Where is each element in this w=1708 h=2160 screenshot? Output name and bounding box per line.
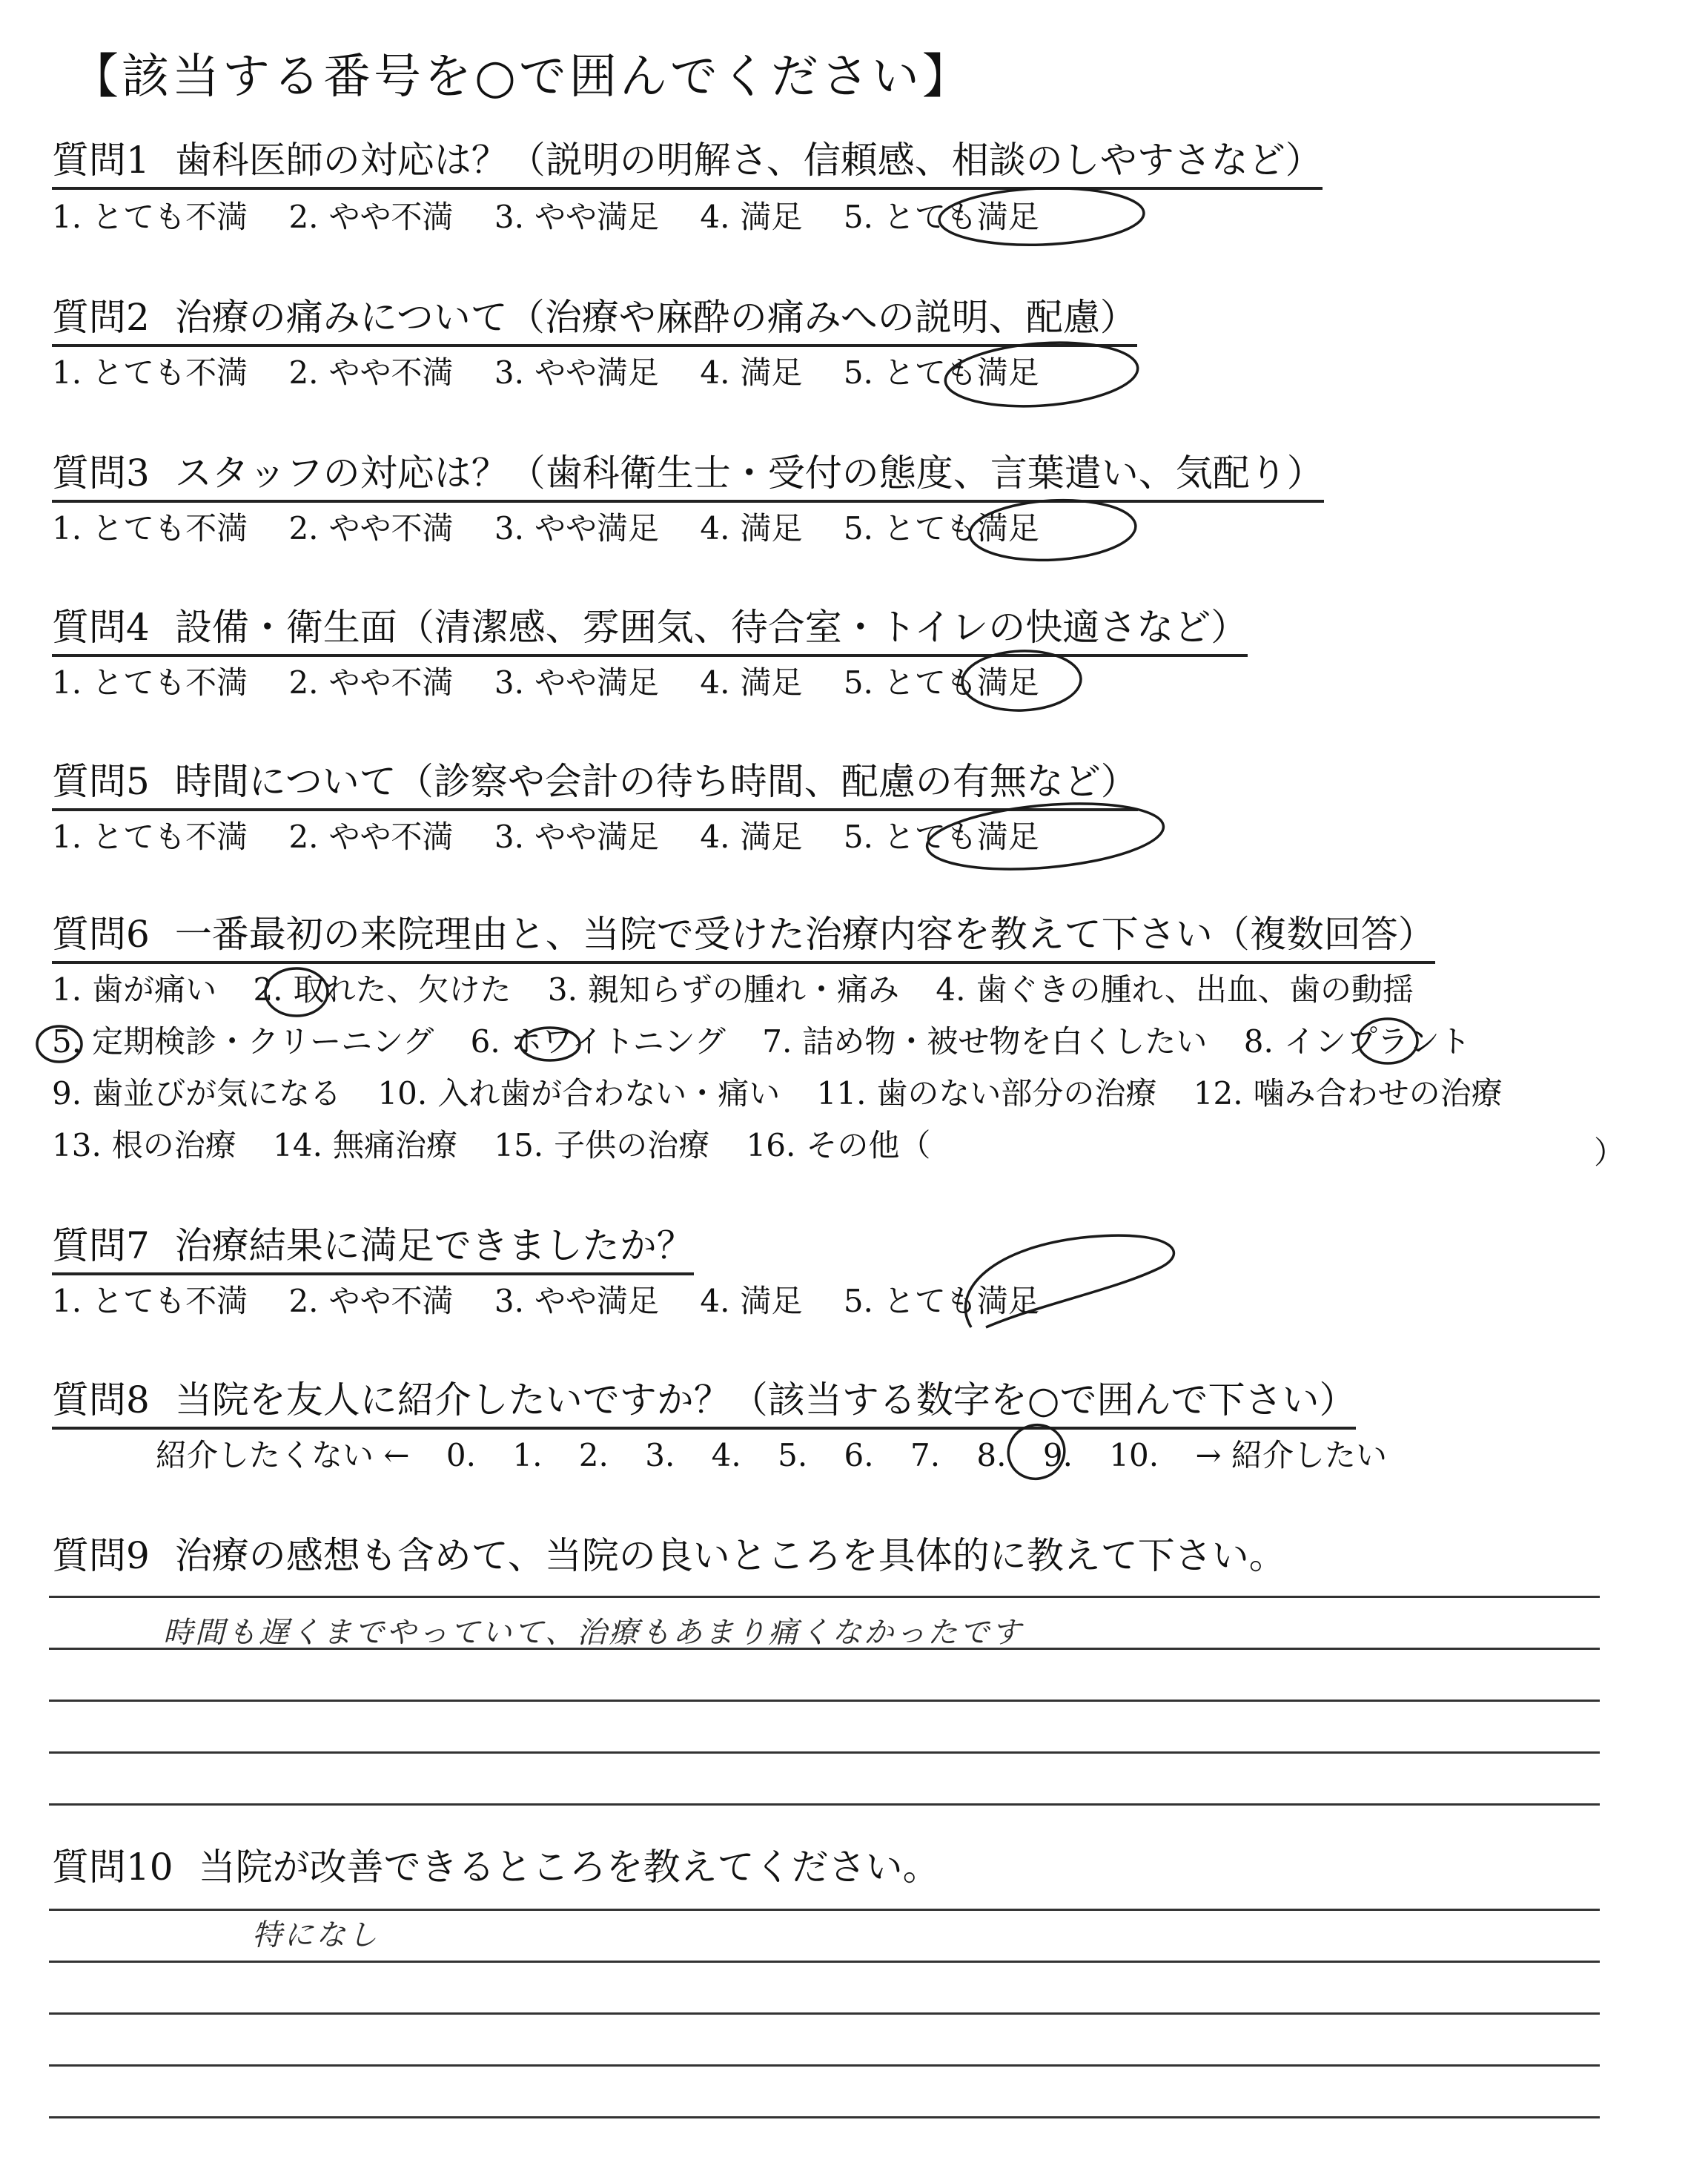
question-text: 治療結果に満足できましたか？ bbox=[174, 1224, 694, 1267]
question-5-options bbox=[52, 820, 1070, 854]
option-8[interactable]: 8. インプラント bbox=[1243, 1023, 1471, 1060]
question-5-title bbox=[52, 761, 1138, 811]
answer-line bbox=[49, 2064, 1600, 2067]
question-7-options bbox=[52, 1284, 1070, 1318]
scale-1[interactable]: 1. bbox=[512, 1437, 543, 1473]
option-5[interactable]: 5. とても満足 bbox=[843, 1283, 1039, 1319]
option-4[interactable]: 4. 満足 bbox=[700, 510, 803, 546]
answer-line bbox=[49, 2116, 1600, 2118]
question-text: 当院を友人に紹介したいですか？（該当する数字を○で囲んで下さい） bbox=[174, 1378, 1357, 1421]
question-number: 質問3 bbox=[52, 452, 150, 495]
answer-line bbox=[49, 1648, 1600, 1650]
option-11[interactable]: 11. 歯のない部分の治療 bbox=[816, 1075, 1157, 1112]
option-1[interactable]: 1. とても不満 bbox=[52, 510, 248, 546]
question-number: 質問2 bbox=[52, 296, 150, 339]
scale-4[interactable]: 4. bbox=[711, 1437, 741, 1473]
option-4[interactable]: 4. 歯ぐきの腫れ、出血、歯の動揺 bbox=[936, 971, 1414, 1008]
option-1[interactable]: 1. とても不満 bbox=[52, 199, 248, 235]
question-number: 質問1 bbox=[52, 139, 150, 182]
question-number: 質問7 bbox=[52, 1224, 150, 1267]
question-6-row-4 bbox=[52, 1129, 957, 1163]
option-5[interactable]: 5. とても満足 bbox=[843, 199, 1039, 235]
scale-9[interactable]: 9. bbox=[1042, 1437, 1073, 1473]
option-3[interactable]: 3. やや満足 bbox=[494, 664, 659, 701]
answer-line bbox=[49, 1700, 1600, 1702]
question-text: 時間について（診察や会計の待ち時間、配慮の有無など） bbox=[174, 760, 1138, 803]
option-1[interactable]: 1. とても不満 bbox=[52, 1283, 248, 1319]
scale-10[interactable]: 10. bbox=[1109, 1437, 1159, 1473]
question-number: 質問5 bbox=[52, 760, 150, 803]
question-text: 設備・衛生面（清潔感、雰囲気、待合室・トイレの快適さなど） bbox=[174, 606, 1248, 649]
question-10-title bbox=[52, 1846, 940, 1894]
question-text: 歯科医師の対応は？（説明の明解さ、信頼感、相談のしやすさなど） bbox=[174, 139, 1323, 182]
option-5[interactable]: 5. とても満足 bbox=[843, 819, 1039, 855]
question-number: 質問10 bbox=[52, 1846, 173, 1889]
option-4[interactable]: 4. 満足 bbox=[700, 199, 803, 235]
question-3-title bbox=[52, 452, 1324, 503]
question-number: 質問9 bbox=[52, 1534, 150, 1577]
question-number: 質問4 bbox=[52, 606, 150, 649]
answer-line bbox=[49, 2012, 1600, 2015]
question-6-row-3 bbox=[52, 1077, 1529, 1111]
option-2[interactable]: 2. やや不満 bbox=[288, 664, 454, 701]
option-3[interactable]: 3. 親知らずの腫れ・痛み bbox=[547, 971, 899, 1008]
option-2[interactable]: 2. 取れた、欠けた bbox=[253, 971, 512, 1008]
question-8-title bbox=[52, 1379, 1356, 1430]
answer-line bbox=[49, 1751, 1600, 1754]
scale-0[interactable]: 0. bbox=[446, 1437, 476, 1473]
option-2[interactable]: 2. やや不満 bbox=[288, 510, 454, 546]
question-number: 質問6 bbox=[52, 913, 150, 956]
question-9-title bbox=[52, 1535, 1286, 1582]
option-9[interactable]: 9. 歯並びが気になる bbox=[52, 1075, 342, 1112]
option-7[interactable]: 7. 詰め物・被せ物を白くしたい bbox=[762, 1023, 1208, 1060]
option-2[interactable]: 2. やや不満 bbox=[288, 1283, 454, 1319]
option-4[interactable]: 4. 満足 bbox=[700, 664, 803, 701]
option-5[interactable]: 5. とても満足 bbox=[843, 354, 1039, 391]
option-6[interactable]: 6. ホワイトニング bbox=[470, 1023, 726, 1060]
question-text: スタッフの対応は？（歯科衛生士・受付の態度、言葉遣い、気配り） bbox=[174, 452, 1324, 495]
handwritten-answer-q9[interactable]: 時間も遅くまでやっていて、治療もあまり痛くなかったです bbox=[163, 1616, 1024, 1650]
question-1-options bbox=[52, 200, 1070, 234]
question-7-title bbox=[52, 1225, 694, 1275]
question-2-title bbox=[52, 297, 1137, 347]
answer-line bbox=[49, 1596, 1600, 1598]
answer-line bbox=[49, 1961, 1600, 1963]
question-text: 一番最初の来院理由と、当院で受けた治療内容を教えて下さい（複数回答） bbox=[174, 913, 1435, 956]
question-number: 質問8 bbox=[52, 1378, 150, 1421]
scale-8[interactable]: 8. bbox=[976, 1437, 1007, 1473]
option-2[interactable]: 2. やや不満 bbox=[288, 354, 454, 391]
option-10[interactable]: 10. 入れ歯が合わない・痛い bbox=[377, 1075, 781, 1112]
option-1[interactable]: 1. とても不満 bbox=[52, 354, 248, 391]
option-3[interactable]: 3. やや満足 bbox=[494, 510, 659, 546]
scale-7[interactable]: 7. bbox=[910, 1437, 941, 1473]
answer-line bbox=[49, 1909, 1600, 1911]
option-12[interactable]: 12. 噛み合わせの治療 bbox=[1193, 1075, 1503, 1112]
option-3[interactable]: 3. やや満足 bbox=[494, 354, 659, 391]
answer-line bbox=[49, 1803, 1600, 1806]
option-2[interactable]: 2. やや不満 bbox=[288, 199, 454, 235]
handwritten-answer-q10[interactable]: 特になし bbox=[252, 1918, 380, 1952]
scale-right-label: → 紹介したい bbox=[1195, 1437, 1387, 1473]
option-14[interactable]: 14. 無痛治療 bbox=[273, 1127, 457, 1163]
option-3[interactable]: 3. やや満足 bbox=[494, 199, 659, 235]
option-4[interactable]: 4. 満足 bbox=[700, 819, 803, 855]
recommend-scale bbox=[156, 1439, 1414, 1473]
option-16[interactable]: 16. その他（ bbox=[746, 1127, 931, 1163]
question-text: 治療の痛みについて（治療や麻酔の痛みへの説明、配慮） bbox=[174, 296, 1137, 339]
option-1[interactable]: 1. とても不満 bbox=[52, 664, 248, 701]
question-2-options bbox=[52, 356, 1070, 390]
question-text: 当院が改善できるところを教えてください。 bbox=[198, 1846, 940, 1889]
question-1-title bbox=[52, 139, 1323, 190]
option-3[interactable]: 3. やや満足 bbox=[494, 819, 659, 855]
scale-5[interactable]: 5. bbox=[778, 1437, 808, 1473]
option-1[interactable]: 1. とても不満 bbox=[52, 819, 248, 855]
option-4[interactable]: 4. 満足 bbox=[700, 354, 803, 391]
other-close-paren: ） bbox=[1594, 1135, 1626, 1171]
scale-2[interactable]: 2. bbox=[578, 1437, 609, 1473]
option-1[interactable]: 1. 歯が痛い bbox=[52, 971, 217, 1008]
option-3[interactable]: 3. やや満足 bbox=[494, 1283, 659, 1319]
question-4-title bbox=[52, 607, 1248, 657]
scale-3[interactable]: 3. bbox=[645, 1437, 675, 1473]
question-6-row-1 bbox=[52, 973, 1440, 1007]
question-6-row-2 bbox=[52, 1025, 1497, 1059]
scale-left-label: 紹介したくない ← bbox=[156, 1437, 410, 1473]
option-13[interactable]: 13. 根の治療 bbox=[52, 1127, 236, 1163]
option-5[interactable]: 5. 定期検診・クリーニング bbox=[52, 1023, 434, 1060]
instruction-header: 【該当する番号を○で囲んでください】 bbox=[71, 50, 973, 105]
option-5[interactable]: 5. とても満足 bbox=[843, 664, 1039, 701]
option-5[interactable]: 5. とても満足 bbox=[843, 510, 1039, 546]
question-6-title bbox=[52, 914, 1435, 964]
option-15[interactable]: 15. 子供の治療 bbox=[494, 1127, 710, 1163]
scale-6[interactable]: 6. bbox=[844, 1437, 874, 1473]
option-2[interactable]: 2. やや不満 bbox=[288, 819, 454, 855]
question-3-options bbox=[52, 512, 1070, 546]
question-text: 治療の感想も含めて、当院の良いところを具体的に教えて下さい。 bbox=[174, 1534, 1286, 1577]
option-4[interactable]: 4. 満足 bbox=[700, 1283, 803, 1319]
question-4-options bbox=[52, 666, 1070, 700]
